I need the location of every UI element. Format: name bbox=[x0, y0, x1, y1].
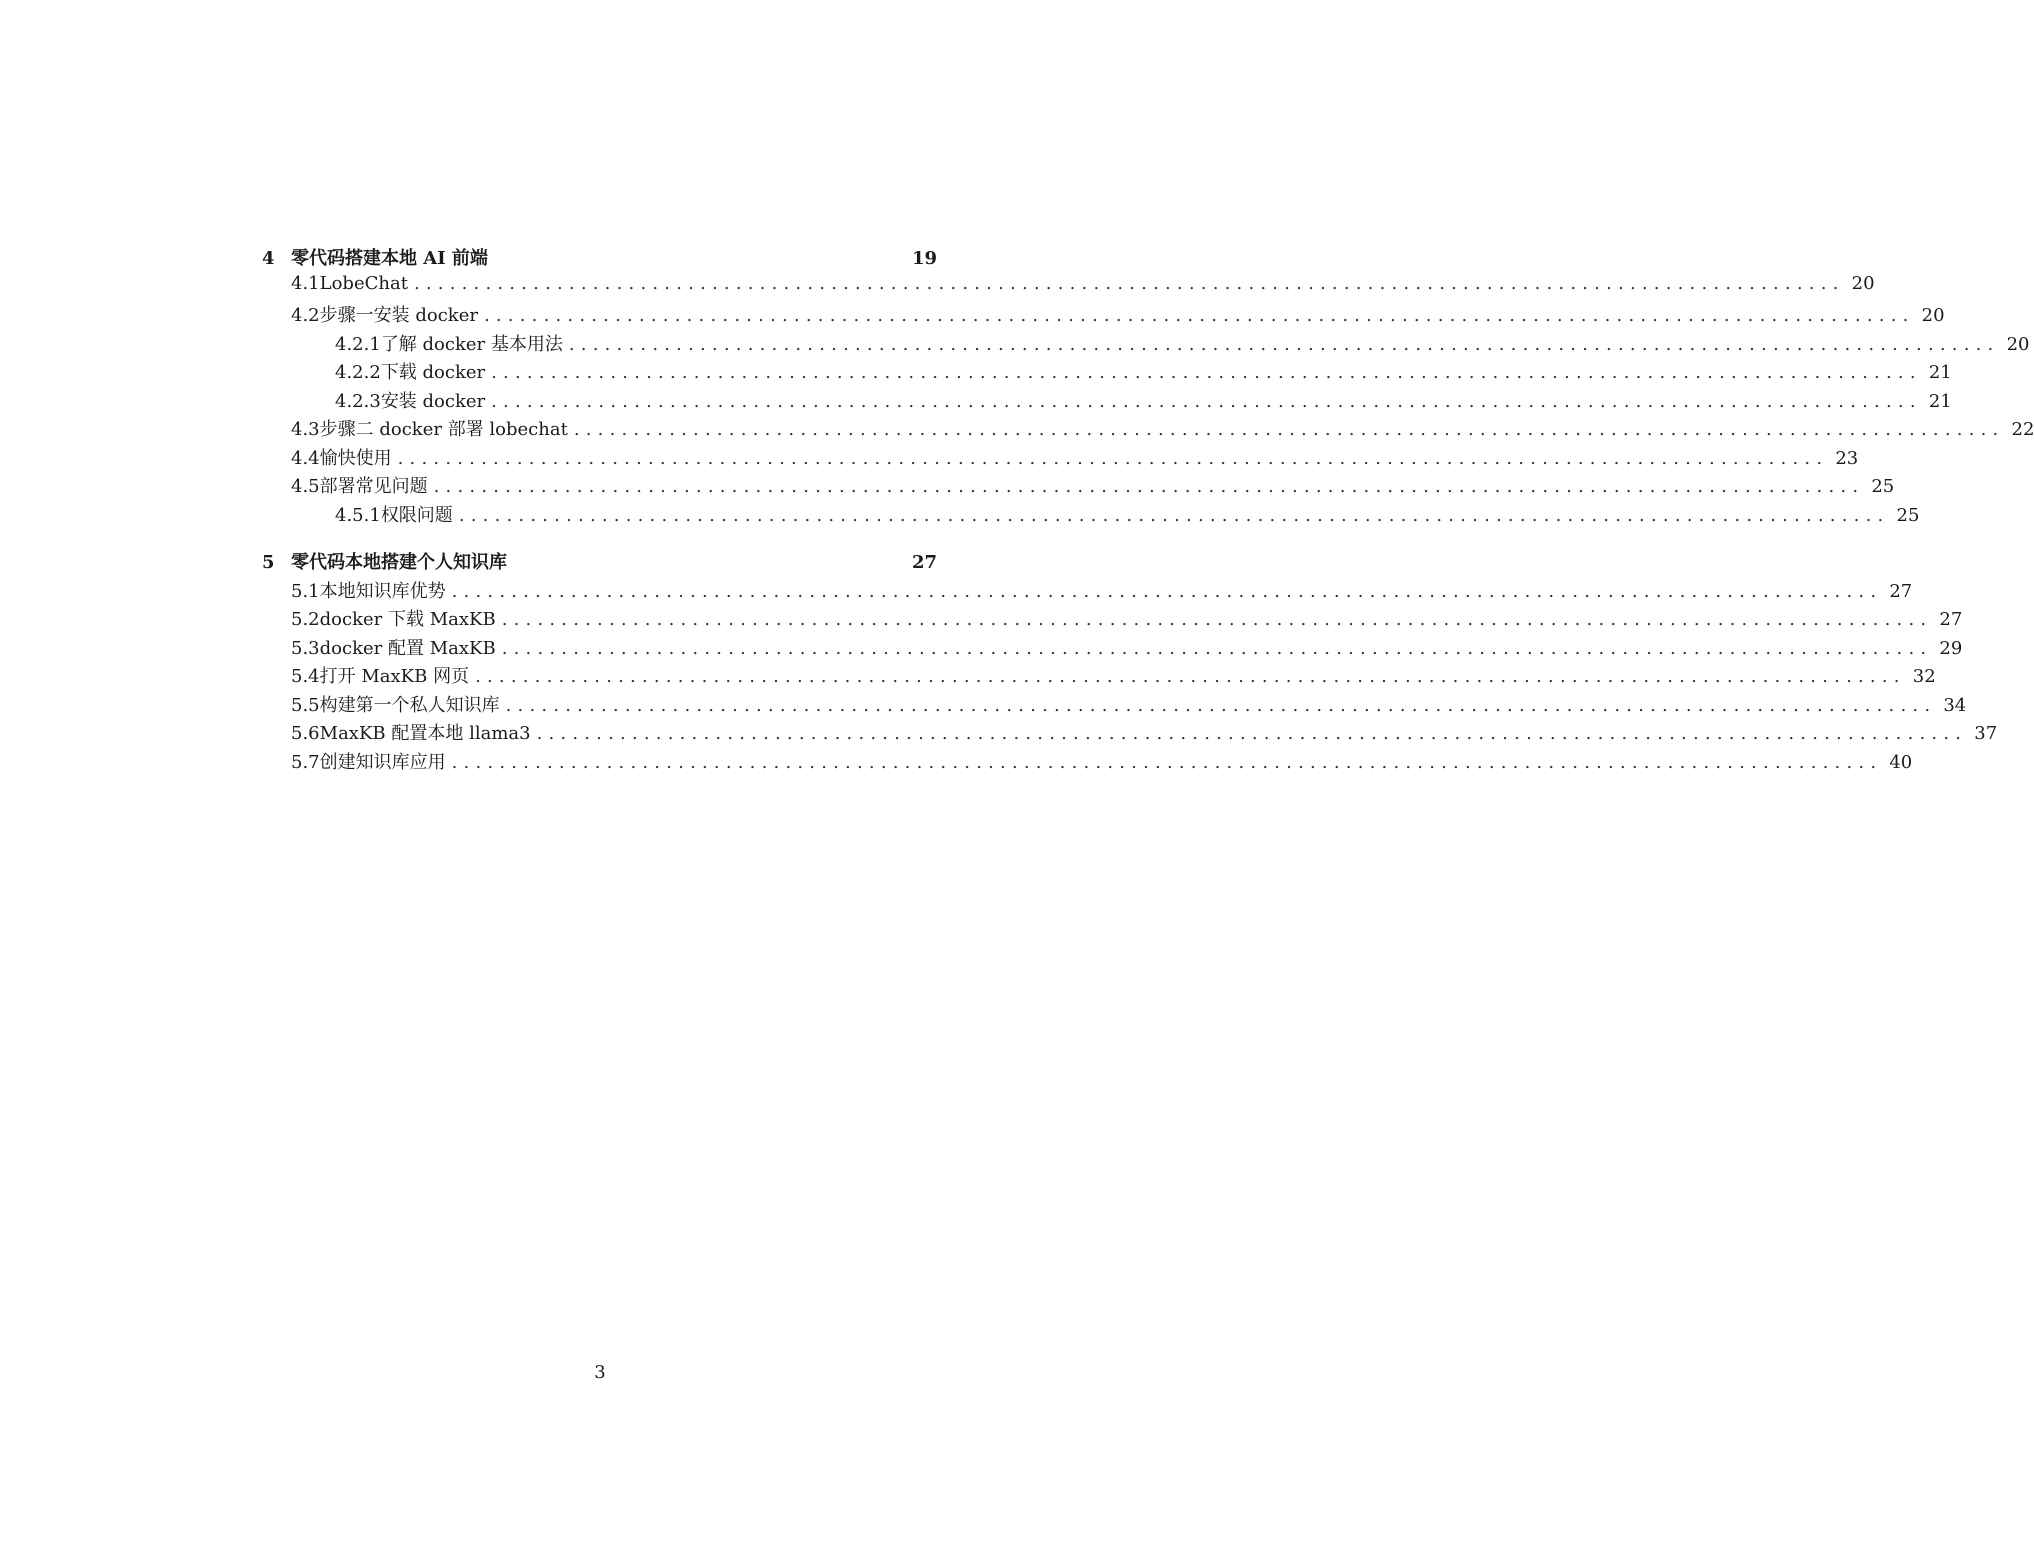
section-number: 4.3 bbox=[291, 419, 320, 440]
dot-leader: ........................................................................................................................ bbox=[568, 333, 2000, 355]
subsection-number: 4.5.1 bbox=[335, 504, 381, 526]
section-page: 23 bbox=[1835, 447, 1859, 469]
section-number: 5.3 bbox=[291, 637, 320, 659]
dot-leader: ........................................................................................................................ bbox=[451, 751, 1883, 773]
section-page: 27 bbox=[1939, 609, 1963, 630]
section-page: 29 bbox=[1939, 637, 1963, 659]
section-number: 4.5 bbox=[291, 476, 320, 497]
toc-section-4-2[interactable] bbox=[262, 301, 1945, 330]
toc-chapter-5[interactable] bbox=[262, 548, 936, 577]
section-number: 4.2 bbox=[291, 305, 320, 326]
section-title: LobeChat bbox=[319, 272, 408, 294]
chapter-number: 4 bbox=[262, 248, 275, 269]
dot-leader: ........................................................................................................................ bbox=[413, 272, 1845, 294]
section-number: 5.5 bbox=[291, 694, 320, 716]
dot-leader: ........................................................................................................................ bbox=[458, 504, 1890, 526]
section-title: docker 配置 MaxKB bbox=[319, 637, 496, 659]
dot-leader: ........................................................................................................................ bbox=[505, 694, 1937, 716]
dot-leader: ........................................................................................................................ bbox=[573, 419, 2005, 440]
toc-section-5-3[interactable] bbox=[262, 634, 1963, 663]
toc-section-4-1[interactable] bbox=[262, 272, 1875, 302]
subsection-number: 4.2.3 bbox=[335, 390, 381, 412]
section-title: 部署常见问题 bbox=[319, 476, 428, 497]
dot-leader: ........................................................................................................................ bbox=[501, 637, 1933, 659]
section-number: 4.4 bbox=[291, 447, 320, 469]
dot-leader: ........................................................................................................................ bbox=[475, 666, 1906, 687]
toc-subsection-4-2-2[interactable] bbox=[262, 358, 1952, 387]
section-page: 20 bbox=[1921, 305, 1945, 326]
section-title: MaxKB 配置本地 llama3 bbox=[319, 723, 531, 744]
subsection-page: 21 bbox=[1928, 362, 1952, 383]
subsection-title: 安装 docker bbox=[380, 390, 486, 412]
section-title: 构建第一个私人知识库 bbox=[319, 694, 500, 716]
toc-section-5-1[interactable] bbox=[262, 577, 1913, 606]
section-title: docker 下载 MaxKB bbox=[319, 609, 496, 630]
subsection-title: 了解 docker 基本用法 bbox=[380, 333, 563, 355]
dot-leader: ........................................................................................................................ bbox=[491, 390, 1922, 412]
page-number: 3 bbox=[594, 1362, 606, 1383]
toc-section-5-7[interactable] bbox=[262, 748, 1913, 777]
dot-leader: ........................................................................................................................ bbox=[483, 305, 1915, 326]
section-number: 5.7 bbox=[291, 751, 320, 773]
chapter-title: 零代码本地搭建个人知识库 bbox=[291, 552, 507, 573]
subsection-page: 25 bbox=[1896, 504, 1920, 526]
toc-section-4-3[interactable] bbox=[262, 415, 2034, 444]
dot-leader: ........................................................................................................................ bbox=[433, 476, 1865, 497]
toc-section-5-6[interactable] bbox=[262, 719, 1998, 748]
subsection-page: 20 bbox=[2006, 333, 2030, 355]
toc-section-5-2[interactable] bbox=[262, 605, 1963, 634]
section-page: 27 bbox=[1889, 580, 1913, 602]
chapter-page: 19 bbox=[912, 248, 938, 269]
section-title: 创建知识库应用 bbox=[319, 751, 446, 773]
section-page: 20 bbox=[1851, 272, 1875, 294]
dot-leader: ........................................................................................................................ bbox=[536, 723, 1968, 744]
dot-leader: ........................................................................................................................ bbox=[451, 580, 1883, 602]
toc-section-5-5[interactable] bbox=[262, 691, 1967, 720]
section-number: 5.6 bbox=[291, 723, 320, 744]
section-title: 步骤一安装 docker bbox=[319, 305, 478, 326]
toc-section-4-4[interactable] bbox=[262, 444, 1859, 473]
chapter-title: 零代码搭建本地 AI 前端 bbox=[291, 248, 488, 269]
chapter-page: 27 bbox=[912, 552, 938, 573]
toc-subsection-4-2-3[interactable] bbox=[262, 387, 1952, 416]
section-title: 步骤二 docker 部署 lobechat bbox=[319, 419, 568, 440]
subsection-title: 下载 docker bbox=[380, 362, 486, 383]
dot-leader: ........................................................................................................................ bbox=[501, 609, 1933, 630]
dot-leader: ........................................................................................................................ bbox=[397, 447, 1829, 469]
section-number: 5.1 bbox=[291, 580, 320, 602]
subsection-number: 4.2.2 bbox=[335, 362, 381, 383]
section-title: 本地知识库优势 bbox=[319, 580, 446, 602]
subsection-title: 权限问题 bbox=[380, 504, 453, 526]
toc-subsection-4-5-1[interactable] bbox=[262, 501, 1920, 530]
section-title: 打开 MaxKB 网页 bbox=[319, 666, 470, 687]
section-number: 5.4 bbox=[291, 666, 320, 687]
toc-section-4-5[interactable] bbox=[262, 472, 1895, 501]
chapter-gap bbox=[262, 529, 936, 548]
toc-chapter-4[interactable] bbox=[262, 244, 936, 273]
section-number: 5.2 bbox=[291, 609, 320, 630]
section-title: 愉快使用 bbox=[319, 447, 392, 469]
subsection-page: 21 bbox=[1928, 390, 1952, 412]
subsection-number: 4.2.1 bbox=[335, 333, 381, 355]
section-page: 32 bbox=[1912, 666, 1936, 687]
toc-section-5-4[interactable] bbox=[262, 662, 1936, 691]
chapter-number: 5 bbox=[262, 552, 275, 573]
section-page: 22 bbox=[2011, 419, 2034, 440]
section-number: 4.1 bbox=[291, 272, 320, 294]
section-page: 40 bbox=[1889, 751, 1913, 773]
dot-leader: ........................................................................................................................ bbox=[491, 362, 1922, 383]
table-of-contents bbox=[262, 244, 2034, 776]
section-page: 37 bbox=[1974, 723, 1998, 744]
section-page: 25 bbox=[1871, 476, 1895, 497]
toc-subsection-4-2-1[interactable] bbox=[262, 330, 2030, 359]
section-page: 34 bbox=[1943, 694, 1967, 716]
